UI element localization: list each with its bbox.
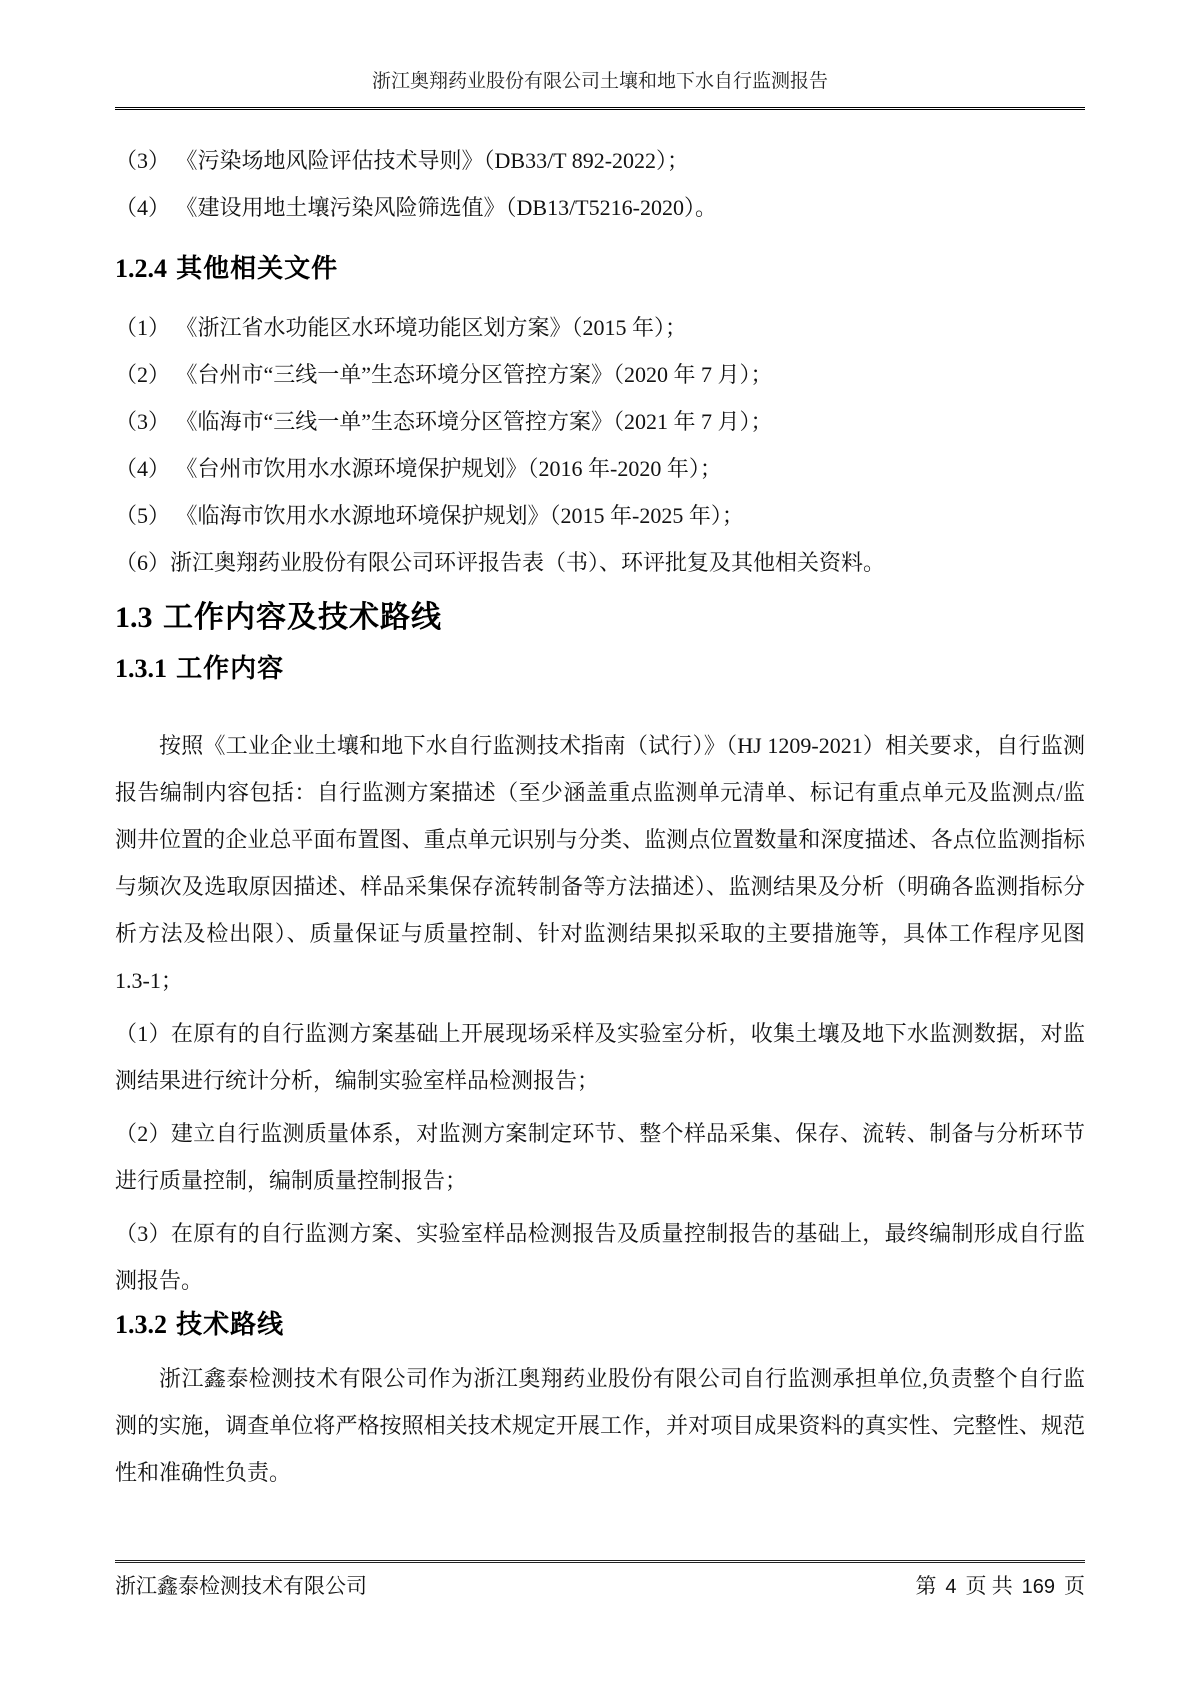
heading-text: 技术路线 xyxy=(176,1309,285,1339)
current-page-number: 4 xyxy=(945,1576,957,1598)
page-number-field xyxy=(912,1572,1085,1601)
heading-text: 工作内容 xyxy=(176,653,285,683)
page-label-suffix: 页 xyxy=(1064,1574,1085,1598)
reference-item: （4） 《台州市饮用水水源环境保护规划》（2016 年-2020 年）； xyxy=(115,456,722,481)
heading-number: 1.3.2 xyxy=(115,1310,167,1339)
body-list-item: （2）建立自行监测质量体系，对监测方案制定环节、整个样品采集、保存、流转、制备与分析环节进行质量控制，编制质量控制报告； xyxy=(115,1121,1085,1193)
total-page-number: 169 xyxy=(1021,1576,1055,1598)
body-list-item: （1）在原有的自行监测方案基础上开展现场采样及实验室分析，收集土壤及地下水监测数据，对监测结果进行统计分析，编制实验室样品检测报告； xyxy=(115,1021,1085,1093)
section-heading-1-3-1 xyxy=(115,652,1085,685)
page-content xyxy=(115,137,1085,1496)
section-heading-1-2-4 xyxy=(115,252,1085,285)
page-footer xyxy=(115,1560,1085,1601)
heading-number: 1.3 xyxy=(115,601,153,634)
heading-number: 1.3.1 xyxy=(115,654,167,683)
reference-item: （3） 《临海市“三线一单”生态环境分区管控方案》（2021 年 7 月）； xyxy=(115,409,773,434)
page-header xyxy=(115,0,1085,110)
body-paragraph: 按照《工业企业土壤和地下水自行监测技术指南（试行）》（HJ 1209-2021）相关要求，自行监测报告编制内容包括：自行监测方案描述（至少涵盖重点监测单元清单、标记有重点单元及监测点/监测井位置的企业总平面布置图、重点单元识别与分类、监测点位置数量和深度描述、各点位监测指标与频次及选取原因描述、样品采集保存流转制备等方法描述）、监测结果及分析（明确各监测指标分析方法及检出限）、质量保证与质量控制、针对监测结果拟采取的主要措施等，具体工作程序见图 1.3-1； xyxy=(115,733,1085,993)
page-label-prefix: 第 xyxy=(915,1574,937,1598)
footer-company: 浙江鑫泰检测技术有限公司 xyxy=(115,1574,367,1598)
body-paragraph: 浙江鑫泰检测技术有限公司作为浙江奥翔药业股份有限公司自行监测承担单位,负责整个自行监测的实施，调查单位将严格按照相关技术规定开展工作，并对项目成果资料的真实性、完整性、规范性和准确性负责。 xyxy=(115,1366,1085,1485)
heading-text: 其他相关文件 xyxy=(176,253,339,283)
heading-text: 工作内容及技术路线 xyxy=(163,601,442,634)
reference-item: （1） 《浙江省水功能区水环境功能区划方案》（2015 年）； xyxy=(115,315,688,340)
section-heading-1-3-2 xyxy=(115,1308,1085,1341)
header-title: 浙江奥翔药业股份有限公司土壤和地下水自行监测报告 xyxy=(371,71,828,92)
reference-item: （3） 《污染场地风险评估技术导则》（DB33/T 892-2022）； xyxy=(115,148,690,173)
reference-item: （4） 《建设用地土壤污染风险筛选值》（DB13/T5216-2020）。 xyxy=(115,195,717,220)
section-heading-1-3 xyxy=(115,600,1085,636)
page-label-middle: 页 共 xyxy=(965,1574,1013,1598)
heading-number: 1.2.4 xyxy=(115,254,167,283)
reference-item: （2） 《台州市“三线一单”生态环境分区管控方案》（2020 年 7 月）； xyxy=(115,362,773,387)
reference-item: （6）浙江奥翔药业股份有限公司环评报告表（书）、环评批复及其他相关资料。 xyxy=(115,550,886,575)
body-list-item: （3）在原有的自行监测方案、实验室样品检测报告及质量控制报告的基础上，最终编制形成自行监测报告。 xyxy=(115,1221,1085,1293)
reference-item: （5） 《临海市饮用水水源地环境保护规划》（2015 年-2025 年）； xyxy=(115,503,744,528)
